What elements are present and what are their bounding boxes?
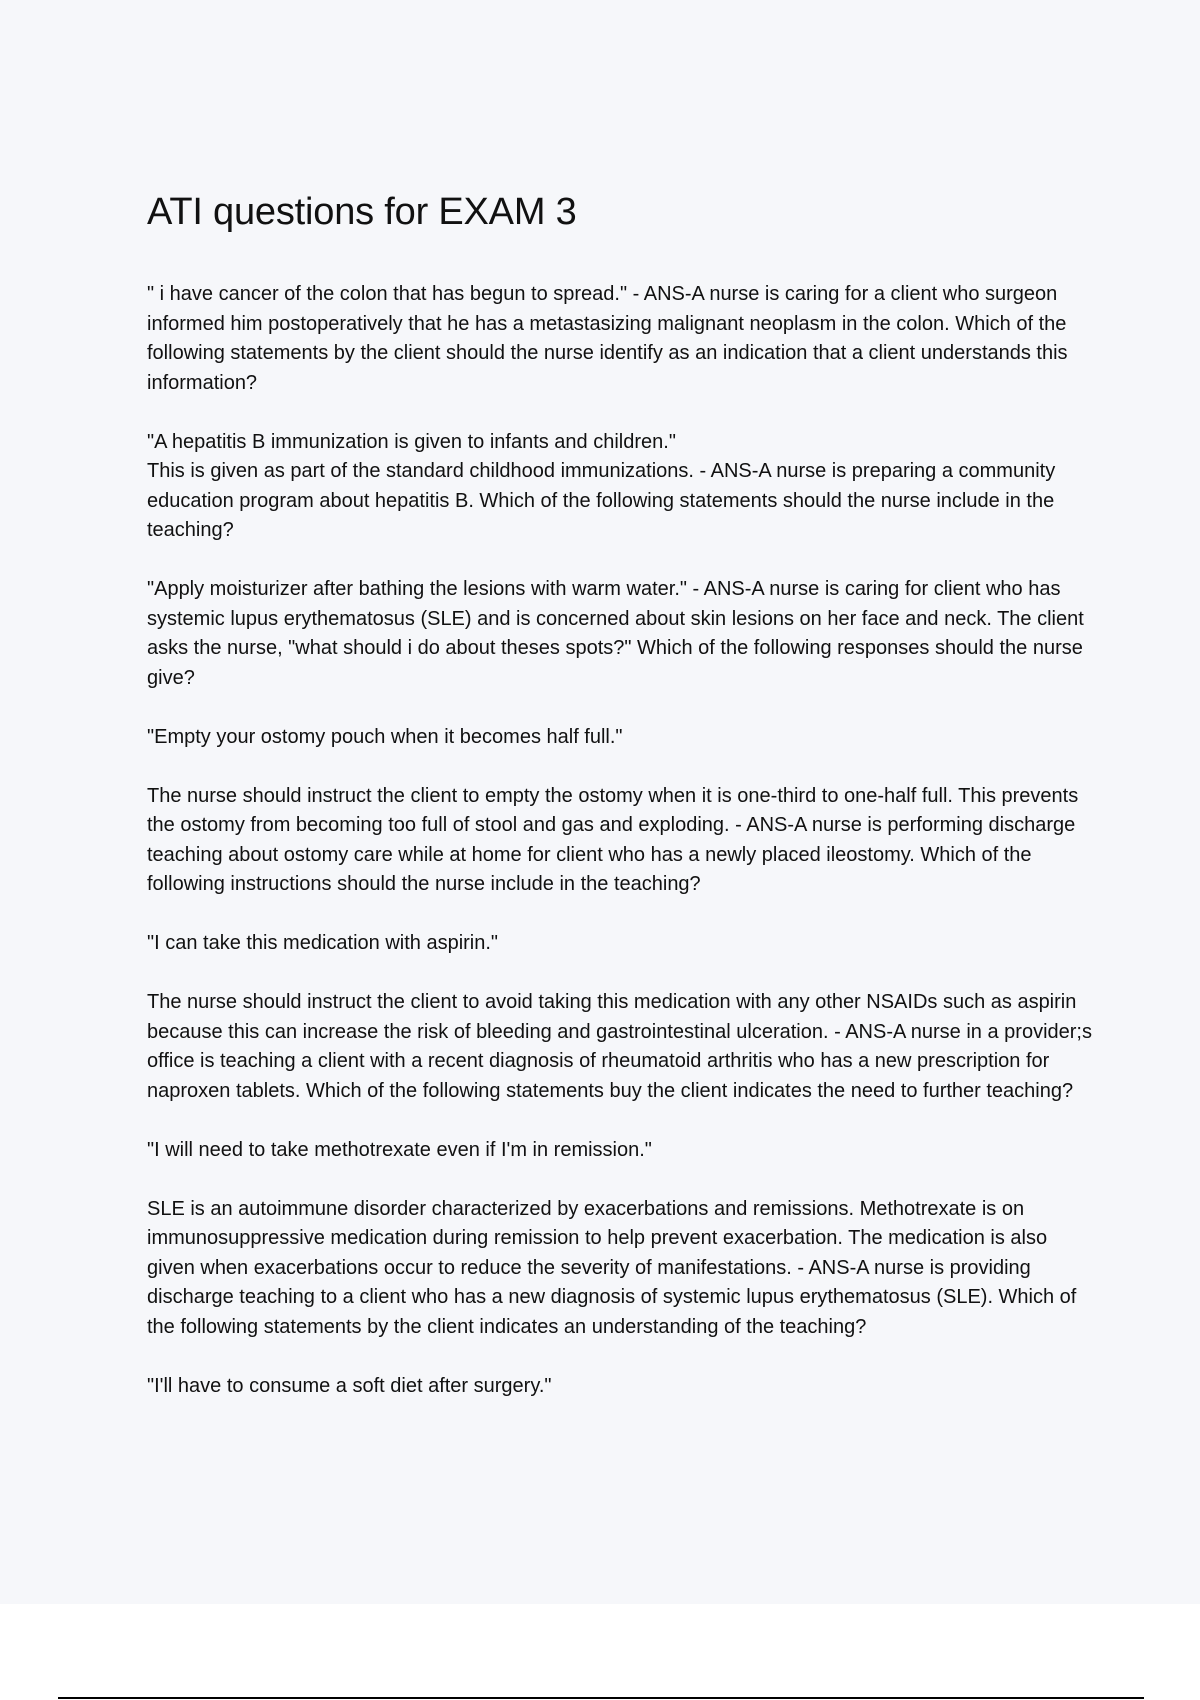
paragraph-3: "Apply moisturizer after bathing the lesions with warm water." - ANS-A nurse is caring for client who has systemic lupus erythematosus (SLE) and is concerned about skin lesions on her face and neck. The client asks the nurse, "what should i do about theses spots?" Which of the following responses should the nurse give? <box>147 578 1090 689</box>
paragraph-1: " i have cancer of the colon that has begun to spread." - ANS-A nurse is caring for a client who surgeon informed him postoperatively that he has a metastasizing malignant neoplasm in the colon. Which of the following statements by the client should the nurse identify as an indication that a client understands this information? <box>147 283 1074 394</box>
paragraph-2: "A hepatitis B immunization is given to infants and children." This is given as part of the standard childhood immunizations. - ANS-A nurse is preparing a community education program about hepatitis B. Which of the following statements should the nurse include in the teaching? <box>147 430 1056 541</box>
paragraph-10: "I'll have to consume a soft diet after surgery." <box>147 1374 552 1397</box>
paragraph-7: The nurse should instruct the client to avoid taking this medication with any other NSAIDs such as aspirin because this can increase the risk of bleeding and gastrointestinal ulceration. - ANS-A nurse in a provider;s office is teaching a client with a recent diagnosis of rheumatoid arthritis who has a new prescription for naproxen tablets. Which of the following statements buy the client indicates the need to further teaching? <box>147 991 1098 1102</box>
paragraph-8: "I will need to take methotrexate even if I'm in remission." <box>147 1138 652 1161</box>
paragraph-4: "Empty your ostomy pouch when it becomes half full." <box>147 725 623 748</box>
paragraph-5: The nurse should instruct the client to empty the ostomy when it is one-third to one-half full. This prevents the ostomy from becoming too full of stool and gas and exploding. - ANS-A nurse is performing discharge teaching about ostomy care while at home for client who has a newly placed ileostomy. Which of the following instructions should the nurse include in the teaching? <box>147 784 1084 895</box>
document-title: ATI questions for EXAM 3 <box>147 191 577 233</box>
document-body <box>147 188 1097 1431</box>
paragraph-6: "I can take this medication with aspirin." <box>147 932 499 954</box>
footer-divider <box>58 1697 1144 1699</box>
paragraph-9: SLE is an autoimmune disorder characterized by exacerbations and remissions. Methotrexate is on immunosuppressive medication during remission to help prevent exacerbation. The medication is also given when exacerbations occur to reduce the severity of manifestations. - ANS-A nurse is providing discharge teaching to a client who has a new diagnosis of systemic lupus erythematosus (SLE). Which of the following statements by the client indicates an understanding of the teaching? <box>147 1197 1082 1338</box>
